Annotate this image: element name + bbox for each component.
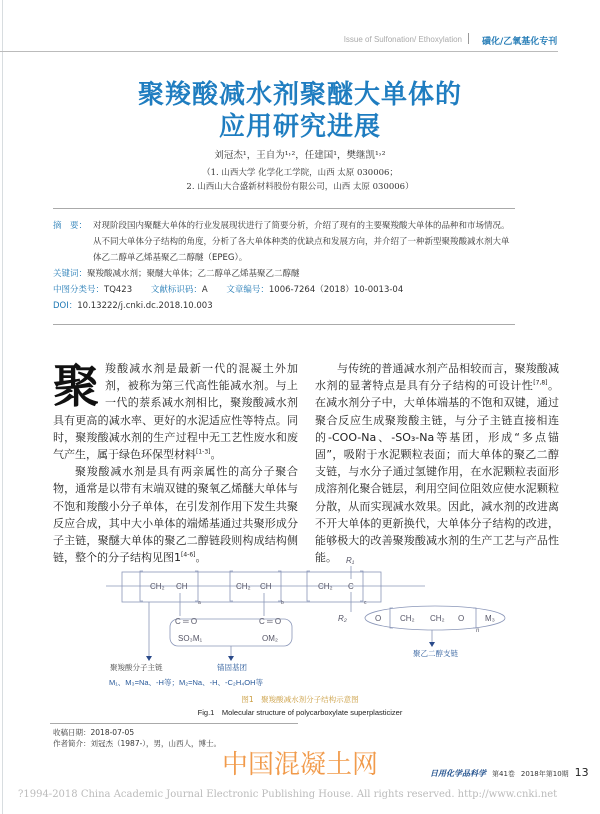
r2-label: R₂: [338, 614, 347, 623]
subscript-b: b: [281, 600, 284, 606]
doc-value: A: [201, 285, 208, 295]
title-line-2: 应用研究进展: [218, 112, 381, 142]
paragraph-3-text-a: 与传统的普通减水剂产品相较而言，聚羧酸减水剂的显著特点是具有分子结构的可设计性: [315, 362, 559, 393]
paragraph-3: [315, 360, 559, 566]
classification: [53, 282, 515, 298]
footnote-rule: [50, 723, 298, 724]
paragraph-1: 聚羧酸减水剂是最新一代的混凝土外加剂，被称为第三代高性能减水剂。与上一代的萘系减水剂相比，聚羧酸减水剂具有更高的减水率、更好的水泥适应性等特点。同时，聚羧酸减水剂的生产过程中无工艺性废水和废气产生，属于绿色环保型材料[1-3]。: [53, 359, 298, 462]
header-issue-en: Issue of Sulfonation/ Ethoxylation: [343, 35, 462, 44]
volume: 第41卷: [492, 770, 515, 778]
keywords-text: 聚羧酸减水剂；聚醚大单体；乙二醇单乙烯基聚乙二醇醚: [87, 269, 300, 279]
ch2-label: CH₂: [430, 614, 445, 623]
figure-caption-en: Fig.1 Molecular structure of polycarboxylate superplasticizer: [197, 708, 403, 717]
page-number: 13: [574, 766, 589, 779]
r1-label: R₁: [346, 556, 355, 565]
subscript-a: a: [198, 600, 201, 606]
om2-label: OM₂: [262, 634, 278, 643]
ch-label: CH: [176, 582, 188, 591]
so3m1-label: SO₃M₁: [178, 634, 203, 643]
figure-legend: M₁、M₃=Na、-H等；M₂=Na、-H、-C₂H₄OH等: [109, 678, 264, 687]
copyright-notice: ?1994-2018 China Academic Journal Electronic Publishing House. All rights reserved. http://www.cnki.net: [18, 789, 558, 800]
title-line-1: 聚羧酸减水剂聚醚大单体的: [137, 80, 462, 110]
received-date: 收稿日期：2018-07-05: [53, 728, 135, 737]
journal-footer: [430, 766, 589, 781]
article-value: 1006-7264（2018）10-0013-04: [268, 285, 404, 295]
paragraph-1-text: 羧酸减水剂是最新一代的混凝土外加剂，被称为第三代高性能减水剂。与上一代的萘系减水剂相比，聚羧酸减水剂具有更高的减水率、更好的水泥适应性等特点。同时，聚羧酸减水剂的生产过程中无工艺性废水和废气产生，属于绿色环保型材料: [53, 362, 298, 462]
citation: [7,8]: [533, 379, 548, 387]
ch2-label: CH₂: [236, 582, 251, 591]
subscript-c: c: [364, 600, 367, 606]
clc-label: 中图分类号：: [53, 285, 105, 295]
abstract-label: 摘 要：: [53, 221, 88, 231]
watermark: 中国混凝土网: [221, 750, 378, 780]
issue: 2018年第10期: [520, 770, 569, 778]
citation: [1-3]: [196, 448, 211, 456]
carbonyl-label: C ═ O: [175, 617, 198, 626]
header-issue-cn: 磺化/乙氧基化专刊: [482, 37, 558, 47]
header-separator: [468, 33, 469, 44]
label-anchor-group: 锚固基团: [217, 663, 247, 672]
keywords: [53, 266, 515, 282]
label-main-chain: 聚羧酸分子主链: [110, 663, 163, 672]
abstract: [53, 218, 515, 266]
clc-value: TQ423: [104, 285, 133, 295]
ch2-label: CH₂: [400, 614, 415, 623]
body-column-right: [315, 360, 559, 566]
doc-label: 文献标识码：: [150, 285, 202, 295]
figure-caption-cn: 图1 聚羧酸减水剂分子结构示意图: [241, 695, 359, 704]
affiliation-1: （1. 山西大学 化学化工学院，山西 太原 030006；: [202, 168, 398, 178]
ch-label: CH: [260, 582, 272, 591]
citation: [4-6]: [181, 551, 196, 559]
journal-name: 日用化学品科学: [430, 769, 486, 778]
label-side-chain: 聚乙二醇支链: [413, 649, 458, 658]
ch2-label: CH₂: [150, 582, 165, 591]
header-rule: [0, 51, 558, 52]
paragraph-2: 聚羧酸减水剂是具有两亲属性的高分子聚合物，通常是以带有末端双键的聚氧乙烯醚大单体与不饱和羧酸小分子单体，在引发剂作用下发生共聚反应合成，其中大小单体的端烯基通过共聚形成分子主链，聚醚大单体的聚乙二醇链段则构成结构侧链，整个的分子结构见图1[4-6]。: [53, 465, 298, 565]
doi-value[interactable]: 10.13222/j.cnki.dc.2018.10.003: [77, 301, 213, 311]
oxygen-label: O: [458, 614, 465, 623]
body-column-left: [53, 360, 298, 566]
paragraph-3-text-b: 。在减水剂分子中，大单体端基的不饱和双键，通过聚合反应生成聚羧酸主链，与分子主链直接相连的-COO-Na、-SO₃-Na等基团，形成“多点锚固”，吸附于水泥颗粒表面；而大单体的聚乙二醇支链，与水分子通过氢键作用，在水泥颗粒表面形成溶剂化聚合链层，利用空间位阻效应使水泥颗粒分散，从而实现减水效果。因此，减水剂的改进离不开大单体的更新换代，大单体分子结构的改进，能够极大的改善聚羧酸减水剂的生产工艺与产品性能。: [315, 379, 560, 565]
author-bio: 作者简介：刘冠杰（1987-），男，山西人，博士。: [53, 739, 222, 748]
article-label: 文章编号：: [226, 285, 269, 295]
doi-label: DOI：: [53, 301, 78, 311]
doi: [53, 298, 515, 314]
subscript-n: n: [476, 628, 480, 634]
molecular-structure-figure: [0, 546, 600, 690]
c-label: C: [348, 582, 354, 591]
affiliation-2: 2. 山西山大合盛新材料股份有限公司，山西 太原 030006）: [186, 182, 414, 192]
m3-label: M₃: [485, 614, 495, 623]
oxygen-label: O: [375, 614, 382, 623]
drop-cap: 聚: [53, 359, 99, 413]
paragraph-2-text: 聚羧酸减水剂是具有两亲属性的高分子聚合物，通常是以带有末端双键的聚氧乙烯醚大单体与不饱和羧酸小分子单体，在引发剂作用下发生共聚反应合成，其中大小单体的端烯基通过共聚形成分子主链，聚醚大单体的聚乙二醇链段则构成结构侧链，整个的分子结构见图1: [53, 465, 298, 565]
abstract-text: 对现阶段国内聚醚大单体的行业发展现状进行了简要分析，介绍了现有的主要聚羧酸大单体的品种和市场情况。从不同大单体分子结构的角度，分析了各大单体种类的优缺点和发展方向，并介绍了一种新型聚羧酸减水剂大单体乙二醇单乙烯基聚乙二醇醚（EPEG）。: [93, 221, 510, 263]
carbonyl-label: C ═ O: [259, 617, 282, 626]
ch2-label: CH₂: [318, 582, 333, 591]
authors: 刘冠杰¹，王自为¹˒²，任建国¹，樊继凯¹˒²: [214, 150, 386, 161]
article-metadata: [53, 208, 515, 325]
keywords-label: 关键词：: [53, 269, 88, 279]
